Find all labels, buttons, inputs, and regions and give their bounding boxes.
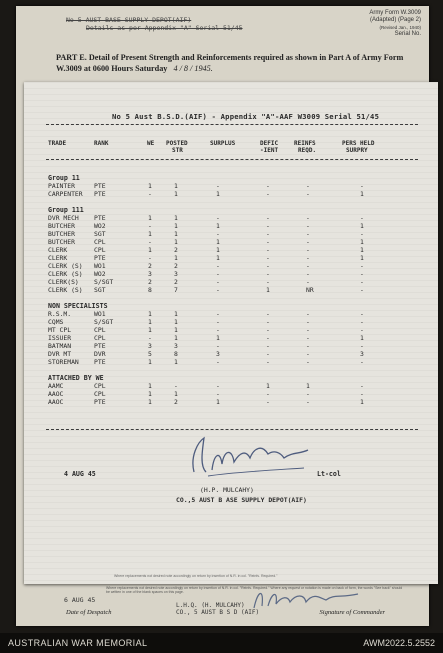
cell-we: 1 [148, 358, 152, 366]
cell-reinfs: - [306, 318, 310, 326]
cell-pers: 1 [360, 238, 364, 246]
col-pers-held: PERS HELD SURPRY [342, 140, 375, 154]
cell-surplus: - [216, 270, 220, 278]
cell-pers: - [360, 182, 364, 190]
cell-rank: CPL [94, 382, 106, 390]
cell-rank: CPL [94, 238, 106, 246]
cell-trade: DVR MT [48, 350, 72, 358]
table-row [24, 382, 438, 390]
cell-trade: ISSUER [48, 334, 72, 342]
cell-trade: CLERK [48, 254, 68, 262]
cell-defic: - [266, 358, 270, 366]
cell-reinfs: - [306, 230, 310, 238]
cell-defic: 1 [266, 382, 270, 390]
group-label: Group 11 [48, 174, 80, 182]
cell-pers: - [360, 310, 364, 318]
form-fine-print: Where replacements not desired note accordingly on return by insertion of N.R. in col. "Reinfs. Required." Where any request or notation is made on back of form, the words "See back" should be written in one of the blank spaces on this page. [106, 586, 403, 594]
table-row [24, 310, 438, 318]
table-row [24, 230, 438, 238]
table-row [24, 262, 438, 270]
cell-rank: SGT [94, 230, 106, 238]
sheet-fine-print: Where replacements not desired note accordingly on return by insertion of N.R. in col. "Reinfs. Required." [114, 574, 278, 578]
cell-we: - [148, 254, 152, 262]
cell-we: - [148, 190, 152, 198]
cell-defic: - [266, 390, 270, 398]
appendix-a-sheet [24, 82, 438, 584]
cell-rank: PTE [94, 214, 106, 222]
cell-surplus: - [216, 382, 220, 390]
cell-posted: 1 [174, 254, 178, 262]
cell-trade: CLERK [48, 246, 68, 254]
cell-reinfs: 1 [306, 382, 310, 390]
cell-pers: 1 [360, 246, 364, 254]
cell-rank: PTE [94, 398, 106, 406]
table-row [24, 358, 438, 366]
cell-defic: - [266, 334, 270, 342]
cell-surplus: 1 [216, 222, 220, 230]
cell-posted: 2 [174, 278, 178, 286]
cell-pers: 3 [360, 350, 364, 358]
cell-defic: - [266, 270, 270, 278]
cell-pers: - [360, 270, 364, 278]
officer-unit: CO.,5 AUST B ASE SUPPLY DEPOT(AIF) [176, 496, 307, 504]
cell-trade: CQMS [48, 318, 64, 326]
cell-we: 3 [148, 342, 152, 350]
cell-surplus: - [216, 214, 220, 222]
cell-rank: DVR [94, 350, 106, 358]
cell-we: 1 [148, 382, 152, 390]
cell-rank: WO1 [94, 262, 106, 270]
cell-surplus: - [216, 310, 220, 318]
cell-posted: 1 [174, 310, 178, 318]
cell-surplus: - [216, 318, 220, 326]
cell-surplus: 1 [216, 246, 220, 254]
cell-pers: - [360, 358, 364, 366]
cell-reinfs: - [306, 342, 310, 350]
cell-surplus: - [216, 390, 220, 398]
cell-rank: PTE [94, 182, 106, 190]
cell-defic: 1 [266, 286, 270, 294]
cell-pers: 1 [360, 398, 364, 406]
cell-surplus: 1 [216, 254, 220, 262]
cell-pers: - [360, 342, 364, 350]
cell-posted: 2 [174, 398, 178, 406]
commander-signature-icon [184, 432, 314, 480]
cell-rank: PTE [94, 254, 106, 262]
institution-name: AUSTRALIAN WAR MEMORIAL [8, 638, 148, 648]
cell-posted: 2 [174, 246, 178, 254]
table-row [24, 238, 438, 246]
col-deficient: DEFIC -IENT [260, 140, 279, 154]
cell-rank: WO2 [94, 270, 106, 278]
table-row [24, 214, 438, 222]
col-reinfs: REINFS REQD. [294, 140, 317, 154]
cell-rank: CPL [94, 246, 106, 254]
group-label: NON SPECIALISTS [48, 302, 108, 310]
cell-trade: PAINTER [48, 182, 75, 190]
table-row [24, 182, 438, 190]
cell-pers: 1 [360, 190, 364, 198]
cell-posted: 1 [174, 182, 178, 190]
cell-posted: 3 [174, 342, 178, 350]
cell-pers: - [360, 390, 364, 398]
table-row [24, 334, 438, 342]
cell-posted: 2 [174, 262, 178, 270]
cell-rank: CPL [94, 326, 106, 334]
cell-we: 5 [148, 350, 152, 358]
cell-rank: PTE [94, 358, 106, 366]
cell-pers: - [360, 230, 364, 238]
col-we: WE [147, 140, 155, 147]
cell-reinfs: - [306, 358, 310, 366]
cell-we: 8 [148, 286, 152, 294]
accession-number: AWM2022.5.2552 [363, 638, 435, 648]
date-of-despatch-label: Date of Despatch [66, 609, 112, 616]
cell-rank: PTE [94, 342, 106, 350]
cell-rank: CPL [94, 390, 106, 398]
table-row [24, 190, 438, 198]
cell-we: 2 [148, 278, 152, 286]
cell-trade: DVR MECH [48, 214, 79, 222]
cell-reinfs: - [306, 214, 310, 222]
cell-defic: - [266, 214, 270, 222]
cell-posted: 1 [174, 190, 178, 198]
cell-trade: AAOC [48, 390, 64, 398]
cell-we: 1 [148, 318, 152, 326]
cell-defic: - [266, 318, 270, 326]
cell-we: 1 [148, 310, 152, 318]
cell-trade: CLERK (S) [48, 262, 83, 270]
cell-posted: 1 [174, 318, 178, 326]
cell-defic: - [266, 350, 270, 358]
cell-we: 3 [148, 270, 152, 278]
cell-we: 2 [148, 262, 152, 270]
cell-posted: 3 [174, 270, 178, 278]
cell-surplus: 1 [216, 190, 220, 198]
cell-surplus: - [216, 262, 220, 270]
cell-pers: - [360, 278, 364, 286]
table-row [24, 318, 438, 326]
cell-rank: S/SGT [94, 318, 114, 326]
cell-pers: 1 [360, 334, 364, 342]
cell-defic: - [266, 182, 270, 190]
cell-pers: - [360, 214, 364, 222]
table-row [24, 342, 438, 350]
col-posted: POSTED STR [166, 140, 188, 154]
cell-we: 1 [148, 326, 152, 334]
cell-reinfs: - [306, 182, 310, 190]
cell-defic: - [266, 310, 270, 318]
cell-reinfs: - [306, 262, 310, 270]
cell-rank: WO2 [94, 222, 106, 230]
table-row [24, 270, 438, 278]
cell-trade: CLERK (S) [48, 270, 83, 278]
cell-reinfs: - [306, 398, 310, 406]
cell-reinfs: - [306, 254, 310, 262]
cell-reinfs: - [306, 270, 310, 278]
cell-posted: 1 [174, 222, 178, 230]
cell-surplus: 1 [216, 334, 220, 342]
table-end-rule [46, 429, 418, 430]
despatch-date-stamp: 6 AUG 45 [64, 596, 96, 604]
cell-pers: - [360, 382, 364, 390]
cell-posted: 7 [174, 286, 178, 294]
col-trade: TRADE [48, 140, 67, 147]
cell-surplus: - [216, 286, 220, 294]
cell-trade: BATMAN [48, 342, 72, 350]
cell-posted: 1 [174, 238, 178, 246]
cell-reinfs: - [306, 190, 310, 198]
cell-reinfs: - [306, 278, 310, 286]
cell-surplus: 1 [216, 238, 220, 246]
cell-rank: S/SGT [94, 278, 114, 286]
cell-trade: MT CPL [48, 326, 72, 334]
cell-reinfs: - [306, 246, 310, 254]
cell-pers: - [360, 286, 364, 294]
cell-we: 1 [148, 214, 152, 222]
cell-posted: 1 [174, 326, 178, 334]
cell-defic: - [266, 254, 270, 262]
cell-reinfs: - [306, 350, 310, 358]
part-e-title: PART E. Detail of Present Strength and Reinforcements required as shown in Part A of Army Form W.3009 at 0600 Hours Saturday 4 / 8 / 1945. [56, 53, 404, 73]
cell-posted: 1 [174, 230, 178, 238]
cell-surplus: 1 [216, 398, 220, 406]
cell-trade: BUTCHER [48, 222, 75, 230]
form-footer [16, 582, 429, 626]
cell-reinfs: - [306, 326, 310, 334]
cell-we: - [148, 222, 152, 230]
cell-reinfs: - [306, 334, 310, 342]
cell-rank: WO1 [94, 310, 106, 318]
form-typed-unit: No 5 AUST BASE SUPPLY DEPOT(AIF) Details as per Appendix "A" Serial 51/45 [66, 16, 243, 32]
cell-we: - [148, 334, 152, 342]
cell-trade: CARPENTER [48, 190, 83, 198]
table-row [24, 254, 438, 262]
cell-defic: - [266, 342, 270, 350]
cell-defic: - [266, 326, 270, 334]
cell-defic: - [266, 246, 270, 254]
cell-trade: BUTCHER [48, 230, 75, 238]
group-label: ATTACHED BY WE [48, 374, 104, 382]
cell-we: 1 [148, 398, 152, 406]
cell-trade: AAOC [48, 398, 64, 406]
signature-of-commander-label: Signature of Commander [319, 609, 385, 616]
cell-posted: 1 [174, 358, 178, 366]
table-row [24, 390, 438, 398]
officer-name: (H.P. MULCAHY) [200, 486, 254, 494]
cell-surplus: - [216, 358, 220, 366]
handwritten-date: 4 / 8 / 1945. [173, 64, 213, 73]
cell-rank: CPL [94, 334, 106, 342]
cell-pers: 1 [360, 254, 364, 262]
cell-pers: - [360, 262, 364, 270]
cell-defic: - [266, 278, 270, 286]
sheet-date: 4 AUG 45 [64, 470, 96, 478]
cell-pers: - [360, 326, 364, 334]
col-rank: RANK [94, 140, 109, 147]
cell-trade: AAMC [48, 382, 64, 390]
cell-pers: - [360, 318, 364, 326]
cell-defic: - [266, 238, 270, 246]
cell-posted: - [174, 382, 178, 390]
cell-we: 1 [148, 230, 152, 238]
cell-defic: - [266, 222, 270, 230]
group-label: Group 111 [48, 206, 84, 214]
cell-trade: R.S.M. [48, 310, 72, 318]
cell-reinfs: - [306, 390, 310, 398]
cell-rank: SGT [94, 286, 106, 294]
cell-defic: - [266, 398, 270, 406]
cell-we: - [148, 238, 152, 246]
cell-posted: 8 [174, 350, 178, 358]
title-rule [46, 124, 418, 125]
table-row [24, 350, 438, 358]
cell-surplus: - [216, 326, 220, 334]
cell-trade: CLERK(S) [48, 278, 79, 286]
caption-bar [0, 633, 443, 653]
table-row [24, 398, 438, 406]
sheet-title: No 5 Aust B.S.D.(AIF) - Appendix "A"-AAF W3009 Serial 51/45 [112, 112, 380, 121]
table-row [24, 286, 438, 294]
cell-defic: - [266, 230, 270, 238]
cell-surplus: - [216, 230, 220, 238]
cell-reinfs: NR [306, 286, 314, 294]
cell-surplus: - [216, 182, 220, 190]
cell-defic: - [266, 190, 270, 198]
table-row [24, 246, 438, 254]
table-row [24, 278, 438, 286]
cell-trade: CLERK (S) [48, 286, 83, 294]
cell-surplus: - [216, 278, 220, 286]
header-rule [46, 159, 418, 160]
cell-surplus: - [216, 342, 220, 350]
cell-rank: PTE [94, 190, 106, 198]
cell-we: 1 [148, 246, 152, 254]
cell-we: 1 [148, 390, 152, 398]
cell-posted: 1 [174, 334, 178, 342]
cell-defic: - [266, 262, 270, 270]
cell-we: 1 [148, 182, 152, 190]
cell-reinfs: - [306, 310, 310, 318]
cell-reinfs: - [306, 222, 310, 230]
col-surplus: SURPLUS [210, 140, 236, 147]
cell-pers: 1 [360, 222, 364, 230]
table-row [24, 326, 438, 334]
form-identifier: Army Form W.3009 (Adapted) (Page 2) (Revised Jan., 1940) Serial No. [369, 10, 421, 37]
cell-reinfs: - [306, 238, 310, 246]
officer-rank: Lt-col [317, 470, 341, 478]
cell-trade: BUTCHER [48, 238, 75, 246]
cell-posted: 1 [174, 214, 178, 222]
table-row [24, 222, 438, 230]
footer-typed-signature: L.H.Q. (H. MULCAHY) CO., 5 AUST B S D (AIF) [176, 602, 260, 616]
cell-surplus: 3 [216, 350, 220, 358]
cell-posted: 1 [174, 390, 178, 398]
cell-trade: STOREMAN [48, 358, 79, 366]
